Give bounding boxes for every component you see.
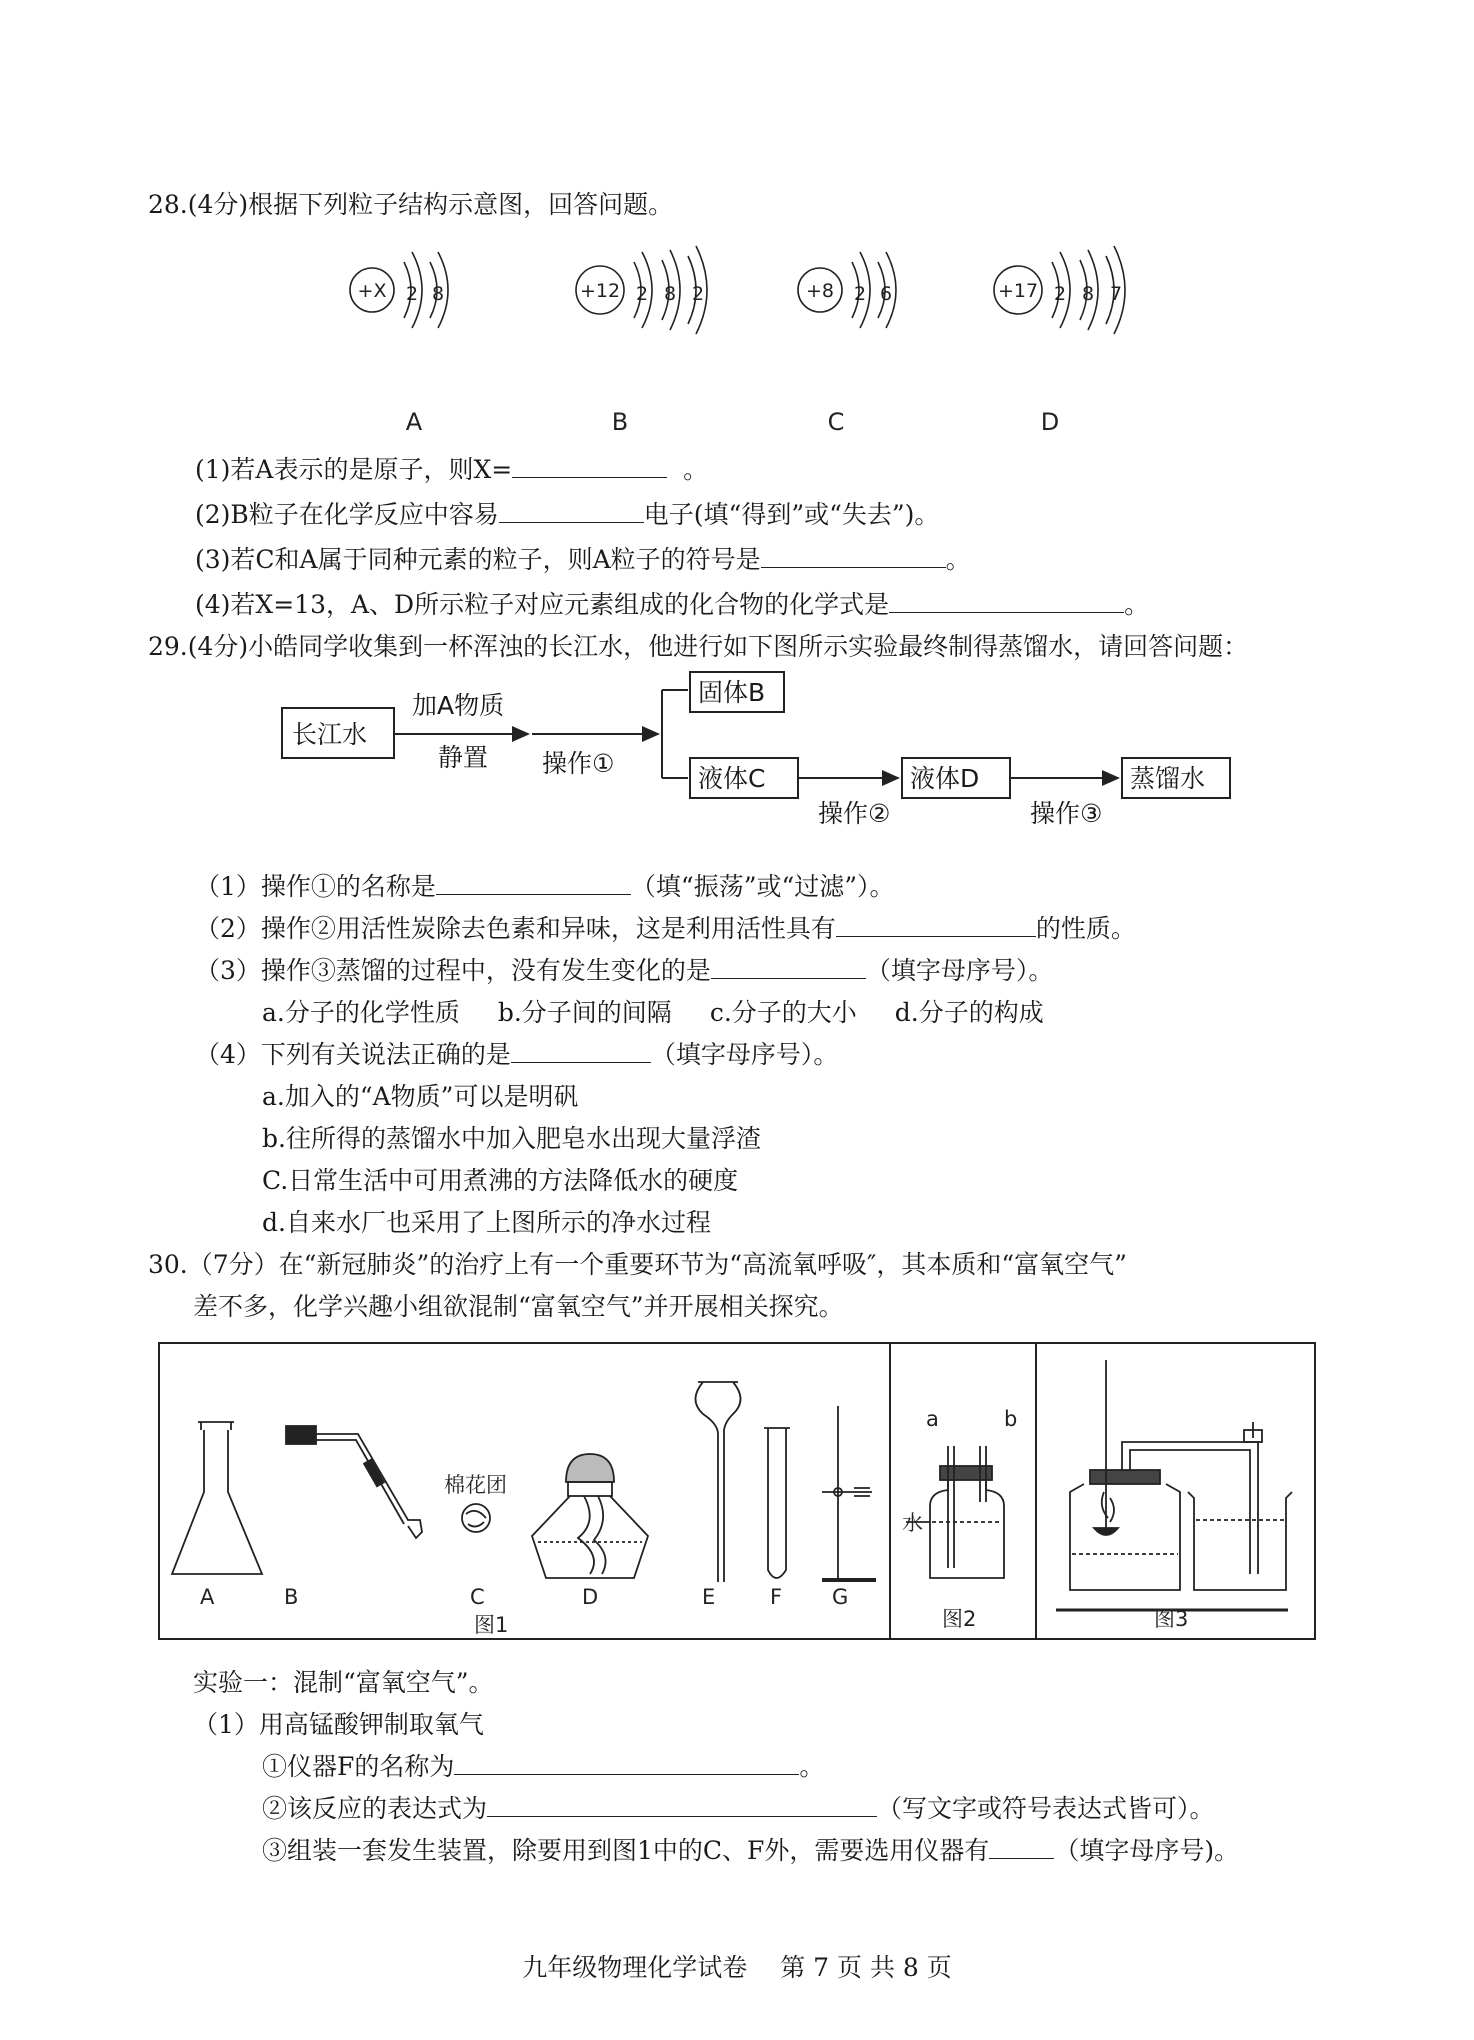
atom-A-shell-1: 2 (405, 283, 419, 305)
q29-sub3-options (262, 998, 1044, 1028)
atom-B-label: B (611, 408, 629, 436)
flow-liquid-c: 液体C (698, 764, 766, 793)
q30-sub1-1: ①仪器F的名称为 。 (262, 1752, 825, 1781)
test-tube-F (764, 1428, 790, 1578)
label-D: D (582, 1585, 599, 1609)
label-B: B (284, 1585, 299, 1609)
q29-stem: 29.(4分)小皓同学收集到一杯浑浊的长江水，他进行如下图所示实验最终制得蒸馏水，请回答问题： (148, 632, 1249, 661)
atom-D-shell-3: 7 (1109, 283, 1123, 305)
q28-stem: 28.(4分)根据下列粒子结构示意图，回答问题。 (148, 190, 674, 219)
q30-experiment1: 实验一：混制“富氧空气”。 (193, 1668, 494, 1697)
conical-flask-A (172, 1422, 262, 1574)
q29-sub4-a: a.加入的“A物质”可以是明矾 (262, 1082, 579, 1111)
atom-D-shell-2: 8 (1081, 283, 1095, 305)
answer-blank[interactable] (761, 545, 946, 568)
atom-C-label: C (827, 408, 845, 436)
atom-C-nucleus: +8 (805, 280, 835, 302)
option-a: a.分子的化学性质 (262, 998, 460, 1027)
q30-sub1: （1）用高锰酸钾制取氧气 (193, 1710, 484, 1739)
atom-C-shell-2: 6 (879, 283, 893, 305)
label-F: F (770, 1585, 783, 1609)
fig2-port-b: b (1004, 1407, 1018, 1431)
answer-blank[interactable] (711, 956, 866, 979)
q29-sub3: （3）操作③蒸馏的过程中，没有发生变化的是 （填字母序号）。 (195, 956, 1054, 985)
label-C: C (470, 1585, 485, 1609)
q29-sub4-d: d.自来水厂也采用了上图所示的净水过程 (262, 1208, 711, 1237)
flow-settle: 静置 (438, 743, 489, 772)
label-E: E (702, 1585, 716, 1609)
answer-blank[interactable] (499, 500, 644, 523)
answer-blank[interactable] (454, 1752, 799, 1775)
option-b: b.分子间的间隔 (497, 998, 672, 1027)
atom-B-shell-2: 8 (663, 283, 677, 305)
fig2-water-label: 水 (902, 1511, 923, 1535)
cotton-label: 棉花团 (444, 1473, 507, 1497)
iron-stand-G (822, 1406, 876, 1580)
atom-D-label: D (1040, 408, 1060, 436)
atom-D-shell-1: 2 (1053, 283, 1067, 305)
answer-blank[interactable] (889, 590, 1124, 613)
atom-D-nucleus: +17 (997, 280, 1039, 302)
label-A: A (200, 1585, 215, 1609)
combustion-jar-beaker (1056, 1360, 1292, 1610)
option-c: c.分子的大小 (709, 998, 857, 1027)
q28-sub3: (3)若C和A属于同种元素的粒子，则A粒子的符号是 。 (195, 545, 971, 574)
page-footer: 九年级物理化学试卷 第 7 页 共 8 页 (522, 1953, 952, 1982)
option-d: d.分子的构成 (894, 998, 1044, 1027)
q29-sub1: （1）操作①的名称是 （填“振荡”或“过滤”）。 (195, 872, 895, 901)
q29-sub4-b: b.往所得的蒸馏水中加入肥皂水出现大量浮渣 (262, 1124, 761, 1153)
atom-A-label: A (405, 408, 423, 436)
long-neck-funnel-E (696, 1382, 741, 1582)
atom-A-shell-2: 8 (431, 283, 445, 305)
q29-sub4-c: C.日常生活中可用煮沸的方法降低水的硬度 (262, 1166, 739, 1195)
q28-sub1: (1)若A表示的是原子，则X= 。 (195, 455, 709, 484)
lab-apparatus-figure (158, 1342, 1318, 1642)
stopper-tube-B (286, 1426, 422, 1538)
answer-blank[interactable] (989, 1836, 1054, 1859)
alcohol-lamp-D (532, 1454, 648, 1578)
q30-stem-line2: 差不多，化学兴趣小组欲混制“富氧空气”并开展相关探究。 (193, 1292, 844, 1321)
cotton-ball-C (462, 1504, 490, 1532)
answer-blank[interactable] (487, 1794, 877, 1817)
atom-A-nucleus: +X (357, 280, 387, 302)
q28-sub2: (2)B粒子在化学反应中容易 电子(填“得到”或“失去”)。 (195, 500, 940, 529)
q30-stem-line1: 30.（7分）在“新冠肺炎”的治疗上有一个重要环节为“高流氧呼吸″，其本质和“富氧空气” (148, 1250, 1127, 1279)
fig3-caption: 图3 (1154, 1607, 1189, 1631)
fig1-caption: 图1 (474, 1613, 509, 1637)
flow-op2: 操作② (818, 799, 891, 828)
q30-sub1-3: ③组装一套发生装置，除要用到图1中的C、F外，需要选用仪器有 （填字母序号)。 (262, 1836, 1240, 1865)
atom-B-nucleus: +12 (579, 280, 621, 302)
answer-blank[interactable] (436, 872, 631, 895)
atom-structure-diagrams (300, 240, 1160, 436)
answer-blank[interactable] (512, 455, 667, 478)
q30-sub1-2: ②该反应的表达式为 （写文字或符号表达式皆可）。 (262, 1794, 1215, 1823)
answer-blank[interactable] (511, 1040, 651, 1063)
flow-solid-b: 固体B (698, 678, 766, 707)
flow-op1: 操作① (542, 749, 615, 778)
fig2-port-a: a (926, 1407, 939, 1431)
atom-B-shell-3: 2 (691, 283, 705, 305)
q29-sub2: （2）操作②用活性炭除去色素和异味，这是利用活性具有 的性质。 (195, 914, 1136, 943)
flow-add-a: 加A物质 (412, 691, 505, 720)
q28-sub4: (4)若X=13，A、D所示粒子对应元素组成的化合物的化学式是 。 (195, 590, 1150, 619)
flow-liquid-d: 液体D (910, 764, 980, 793)
flow-op3: 操作③ (1030, 799, 1103, 828)
atom-C-shell-1: 2 (853, 283, 867, 305)
fig2-caption: 图2 (942, 1607, 977, 1631)
flow-distilled-water: 蒸馏水 (1130, 764, 1206, 793)
answer-blank[interactable] (836, 914, 1036, 937)
label-G: G (832, 1585, 849, 1609)
atom-B-shell-1: 2 (635, 283, 649, 305)
water-purification-flowchart (270, 670, 1240, 835)
q29-sub4: （4）下列有关说法正确的是 （填字母序号）。 (195, 1040, 839, 1069)
flow-box-yangtze-water: 长江水 (292, 720, 368, 749)
